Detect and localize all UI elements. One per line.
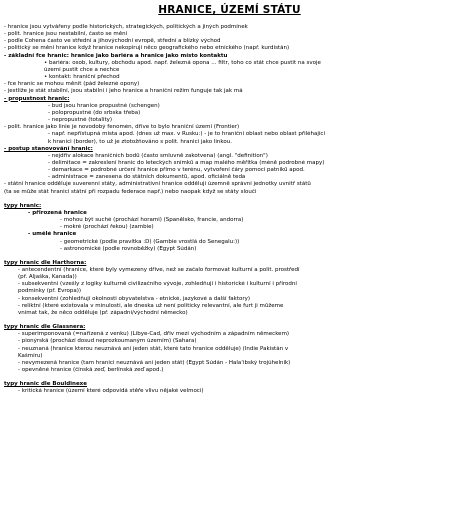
section-heading: typy hranic dle Harthorna:	[4, 259, 87, 266]
text-line: • kontakt: hraniční přechod	[44, 74, 120, 81]
text-line: - subsekventní (vzešly z logiky kulturně civilizačního vývoje, zohledňují i historické i kulturní i přírodní	[18, 281, 297, 288]
text-line: - geometrické (podle pravítka :D) (Gambie vrostlá do Senegalu:))	[60, 238, 240, 245]
text-line: - nevymezená hranice (tam hranici neuznává ani jeden stát) (Egypt Súdán - Halaʼibský trojúhelník)	[18, 359, 291, 366]
text-line: - administrace = zanesena do státních dokumentů, apod. oficiálně teda	[48, 174, 246, 181]
subsection-heading: - přirozená hranice	[28, 209, 87, 216]
subsection-heading: - umělé hranice	[28, 231, 77, 238]
section-heading: typy hranic:	[4, 202, 42, 209]
section-heading: typy hranic dle Bouldinexe	[4, 381, 87, 388]
text-line: (ta se může stát hranicí státní při rozpadu federace např.) nebo naopak když se státy slouči	[4, 188, 257, 195]
text-line: Kašmíru)	[18, 352, 43, 359]
text-line: - demarkace = podrobné určení hranice přímo v terénu, vytvoření čáry pomocí patníků apod.	[48, 167, 305, 174]
text-line: - polopropustné (do srbska třeba)	[48, 109, 141, 116]
section-heading: typy hranic dle Glassnera:	[4, 324, 86, 331]
text-line: - fce hranic se mohou měnit (pád železné opony)	[4, 81, 140, 88]
text-line: • bariéra: osob, kultury, obchodu apod. např. železná opona ... filtr, toho co stát chce pustit na svoje	[44, 59, 321, 66]
section-heading: - postup stanovování hranic:	[4, 145, 93, 152]
text-line: - opevněné hranice (čínská zeď, berlínská zeď apod.)	[18, 367, 164, 374]
text-line: - bud jsou hranice propustné (schengen)	[48, 102, 160, 109]
text-line: - superimponovaná (=nařízená z venku) (Libye-Čad, dřív mezi východním a západním německem)	[18, 331, 290, 338]
page-title: HRANICE, ÚZEMÍ STÁTU	[158, 4, 301, 16]
text-line: - astronomické (podle rovnoběžky) (Egypt Súdán)	[60, 245, 197, 252]
text-line: - antecendentní (hranice, které byly vymezeny dříve, než se začalo formovat kulturní a polit. prostředí	[18, 267, 300, 273]
text-line: - polit. hranice jsou nestabilní, často se mění	[4, 31, 128, 38]
text-line: - nejdřív alokace hraničních bodů (často smluvně zakotvena) (angl. "definition")	[48, 152, 268, 159]
text-line: - např. nepřístupná místa apod. (dnes už max. v Rusku:) - je to hraniční oblast nebo oblast přiléhající	[48, 131, 325, 138]
text-line: - nepropustné (totality)	[48, 117, 113, 124]
text-line: území pustit chce a nechce	[44, 66, 120, 73]
text-line: - jestliže je stát stabilní, jsou stabilní i jeho hranice a hraniční režim funguje tak jak má	[4, 88, 243, 95]
text-line: podmínky (př. Evropa))	[18, 288, 81, 295]
text-line: - politický se mění hranice když hranice nekopírují něco geografického nebo etnického (např. kurdistán)	[4, 45, 290, 52]
text-line: (př. Aljaška, Kanada))	[18, 274, 77, 281]
text-line: - konsekventní (zohledňují okolnosti obyvatelstva - etnické, jazykové a další faktory)	[18, 295, 250, 302]
document-body	[4, 24, 456, 396]
text-line: vnímat tak, že něco odděluje (př. západní/východní německo)	[18, 309, 188, 316]
text-line: - reliktní (které existovala v minulosti, ale dneska už není politicky relevantní, ale furt ji můžeme	[18, 302, 284, 309]
text-line: - hranice jsou vytvářeny podle historických, strategických, politických a jiných podmínek	[4, 24, 248, 30]
text-line: - polit. hranice jako linie je novodobý fenomén, dříve to bylo hraniční území (Frontier)	[4, 124, 240, 131]
text-line: - podle Cohena často ve střední a jihovýchodní evropě, střední a blízký východ	[4, 38, 221, 45]
text-line: - pionýrská (prochází dosud neprozkoumaným územím) (Sahara)	[18, 338, 197, 345]
text-line: - státní hranice odděluje suverenní státy, administrativní hranice odděluji územně správní jednotky uvnitř států	[4, 181, 311, 188]
text-line: - neuznaná (hranice kterou neuznává ani jeden stát, které tato hranice odděluje) (Indie Pakistán v	[18, 345, 289, 352]
text-line: - mokré (prochází řekou) (zambie)	[60, 224, 154, 231]
text-line: - delimitace = zakreslení hranic do leteckých snímků a map malého měřítka (méně podrobné mapy)	[48, 159, 325, 166]
text-line: - mohou být suché (prochází horami) (Španělsko, francie, andorra)	[60, 217, 244, 224]
text-line: - kritická hranice (území které odpovídá stěře vlivu nějaké velmoci)	[18, 388, 204, 395]
text-line: k hranici (border), to už je ztotožňováno s polit. hranicí jako linkou.	[48, 138, 232, 145]
section-heading: - propustnost hranic:	[4, 95, 70, 102]
section-heading: - základní fce hranic: hranice jako bariéra a hranice jako místo kontaktu	[4, 52, 228, 59]
